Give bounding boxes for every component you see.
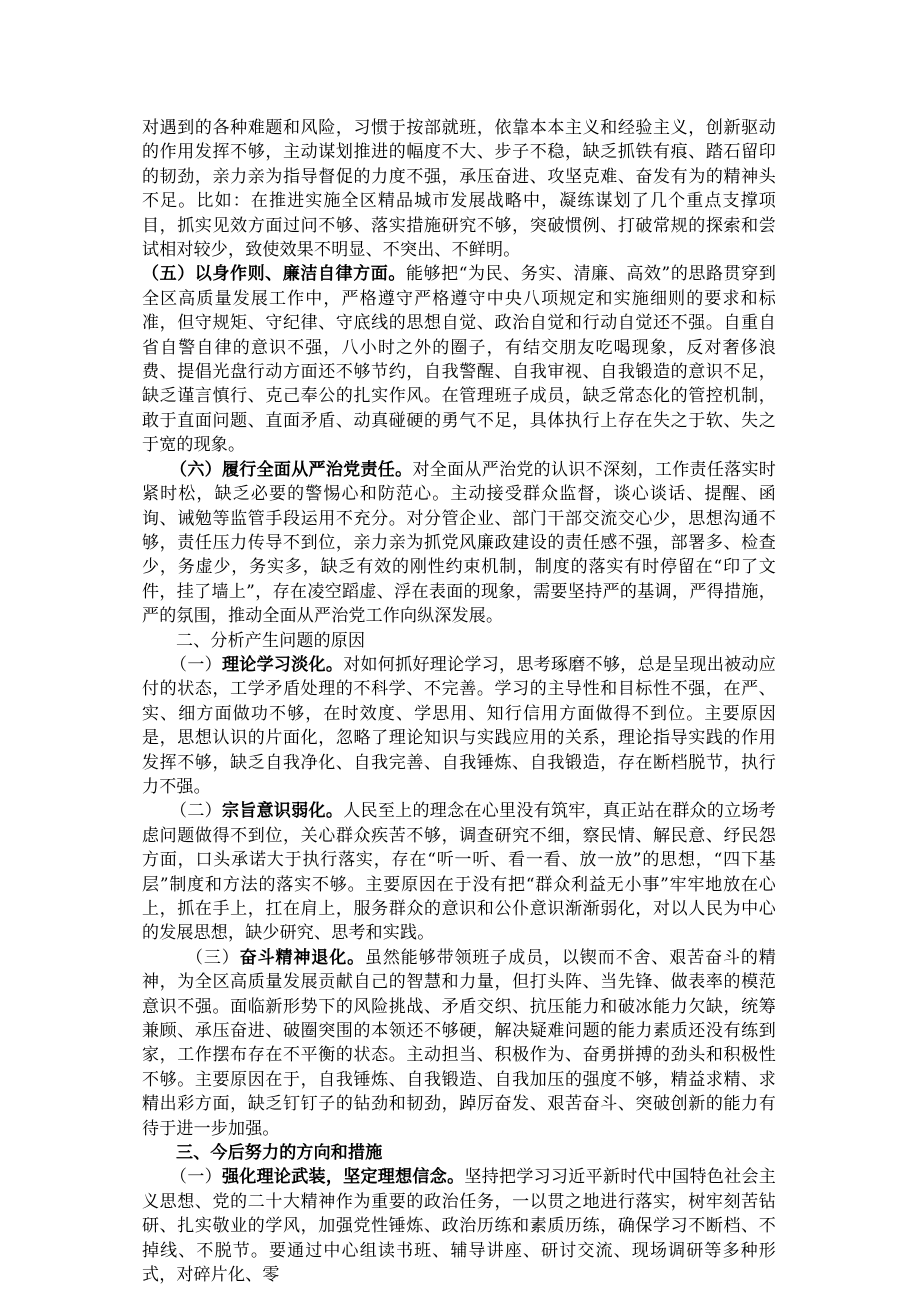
- subheading-theory: 理论学习淡化。: [221, 654, 344, 675]
- item-prefix: （二）: [170, 801, 222, 822]
- chapter-heading-2: 二、分析产生问题的原因: [176, 630, 366, 651]
- paragraph-purpose-awareness: [142, 799, 776, 945]
- item-prefix: （三）: [186, 947, 240, 968]
- item-prefix: （一）: [170, 1167, 222, 1188]
- subheading-struggle: 奋斗精神退化。: [239, 947, 365, 968]
- subheading-purpose: 宗旨意识弱化。: [221, 801, 344, 822]
- subheading-armament: 强化理论武装，坚定理想信念。: [221, 1167, 465, 1188]
- section-heading-6: （六）履行全面从严治党责任。: [170, 459, 413, 480]
- paragraph-text: 人民至上的理念在心里没有筑牢，真正站在群众的立场考虑问题做得不到位，关心群众疾苦不够，调查研究不细，察民情、解民意、纾民怨方面，口头承诺大于执行落实，存在“听一听、看一看、放一放”的思想，“四下基层”制度和方法的落实不够。主要原因在于没有把“群众利益无小事”牢牢地放在心上，抓在手上，扛在肩上，服务群众的意识和公仆意识渐渐弱化，对以人民为中心的发展思想，缺少研究、思考和实践。: [142, 801, 776, 944]
- paragraph-text: 对如何抓好理论学习，思考琢磨不够，总是呈现出被动应付的状态，工学矛盾处理的不科学、不完善。学习的主导性和目标性不强，在严、实、细方面做功不够，在时效度、学思用、知行信用方面做得不到位。主要原因是，思想认识的片面化，忽略了理论知识与实践应用的关系，理论指导实践的作用发挥不够，缺乏自我净化、自我完善、自我锤炼、自我锻造，存在断档脱节，执行力不强。: [142, 654, 776, 797]
- paragraph-text: 对全面从严治党的认识不深刻，工作责任落实时紧时松，缺乏必要的警惕心和防范心。主动接受群众监督，谈心谈话、提醒、函询、诫勉等监管手段运用不充分。对分管企业、部门干部交流交心少，思想沟通不够，责任压力传导不到位，亲力亲为抓党风廉政建设的责任感不强，部署多、检查少，务虚少，务实多，缺乏有效的刚性约束机制，制度的落实有时停留在“印了文件，挂了墙上”，存在凌空蹈虚、浮在表面的现象，需要坚持严的基调，严得措施，严的氛围，推动全面从严治党工作向纵深发展。: [142, 459, 776, 627]
- paragraph-text: 坚持把学习习近平新时代中国特色社会主义思想、党的二十大精神作为重要的政治任务，一以贯之地进行落实，树牢刻苦钻研、扎实敬业的学风，加强党性锤炼、政治历练和素质历练，确保学习不断档、不掉线、不脱节。要通过中心组读书班、辅导讲座、研讨交流、现场调研等多种形式，对碎片化、零: [142, 1167, 776, 1286]
- paragraph-theory-armament: [142, 1165, 776, 1287]
- paragraph-self-discipline: [142, 262, 776, 457]
- document-body: [142, 116, 776, 1288]
- section-heading-5: （五）以身作则、廉洁自律方面。: [142, 264, 406, 285]
- paragraph-text: 虽然能够带领班子成员，以锲而不舍、艰苦奋斗的精神，为全区高质量发展贡献自己的智慧和力量，但打头阵、当先锋、做表率的模范意识不强。面临新形势下的风险挑战、矛盾交织、抗压能力和破冰能力欠缺，统筹兼顾、承压奋进、破圈突围的本领还不够硬，解决疑难问题的能力素质还没有练到家，工作摆布存在不平衡的状态。主动担当、积极作为、奋勇拼搏的劲头和积极性不够。主要原因在于，自我锤炼、自我锻造、自我加压的强度不够，精益求精、求精出彩方面，缺乏钉钉子的钻劲和韧劲，踔厉奋发、艰苦奋斗、突破创新的能力有待于进一步加强。: [142, 947, 776, 1139]
- paragraph-party-governance: [142, 458, 776, 629]
- paragraph-theory-study: [142, 653, 776, 799]
- paragraph-continuation: 对遇到的各种难题和风险，习惯于按部就班，依靠本本主义和经验主义，创新驱动的作用发挥不够，主动谋划推进的幅度不大、步子不稳，缺乏抓铁有痕、踏石留印的韧劲，亲力亲为指导督促的力度不强，承压奋进、攻坚克难、奋发有为的精神头不足。比如：在推进实施全区精品城市发展战略中，凝练谋划了几个重点支撑项目，抓实见效方面过问不够、落实措施研究不够，突破惯例、打破常规的探索和尝试相对较少，致使效果不明显、不突出、不鲜明。: [142, 118, 776, 261]
- paragraph-struggle-spirit: [142, 946, 776, 1141]
- chapter-heading-3: 三、今后努力的方向和措施: [176, 1143, 383, 1164]
- paragraph-text: 能够把“为民、务实、清廉、高效”的思路贯穿到全区高质量发展工作中，严格遵守严格遵守中央八项规定和实施细则的要求和标准，但守规矩、守纪律、守底线的思想自觉、政治自觉和行动自觉还不强。自重自省自警自律的意识不强，八小时之外的圈子，有结交朋友吃喝现象，反对奢侈浪费、提倡光盘行动方面还不够节约，自我警醒、自我审视、自我锻造的意识不足，缺乏谨言慎行、克己奉公的扎实作风。在管理班子成员，缺乏常态化的管控机制，敢于直面问题、直面矛盾、动真碰硬的勇气不足，具体执行上存在失之于软、失之于宽的现象。: [142, 264, 777, 456]
- item-prefix: （一）: [170, 654, 222, 675]
